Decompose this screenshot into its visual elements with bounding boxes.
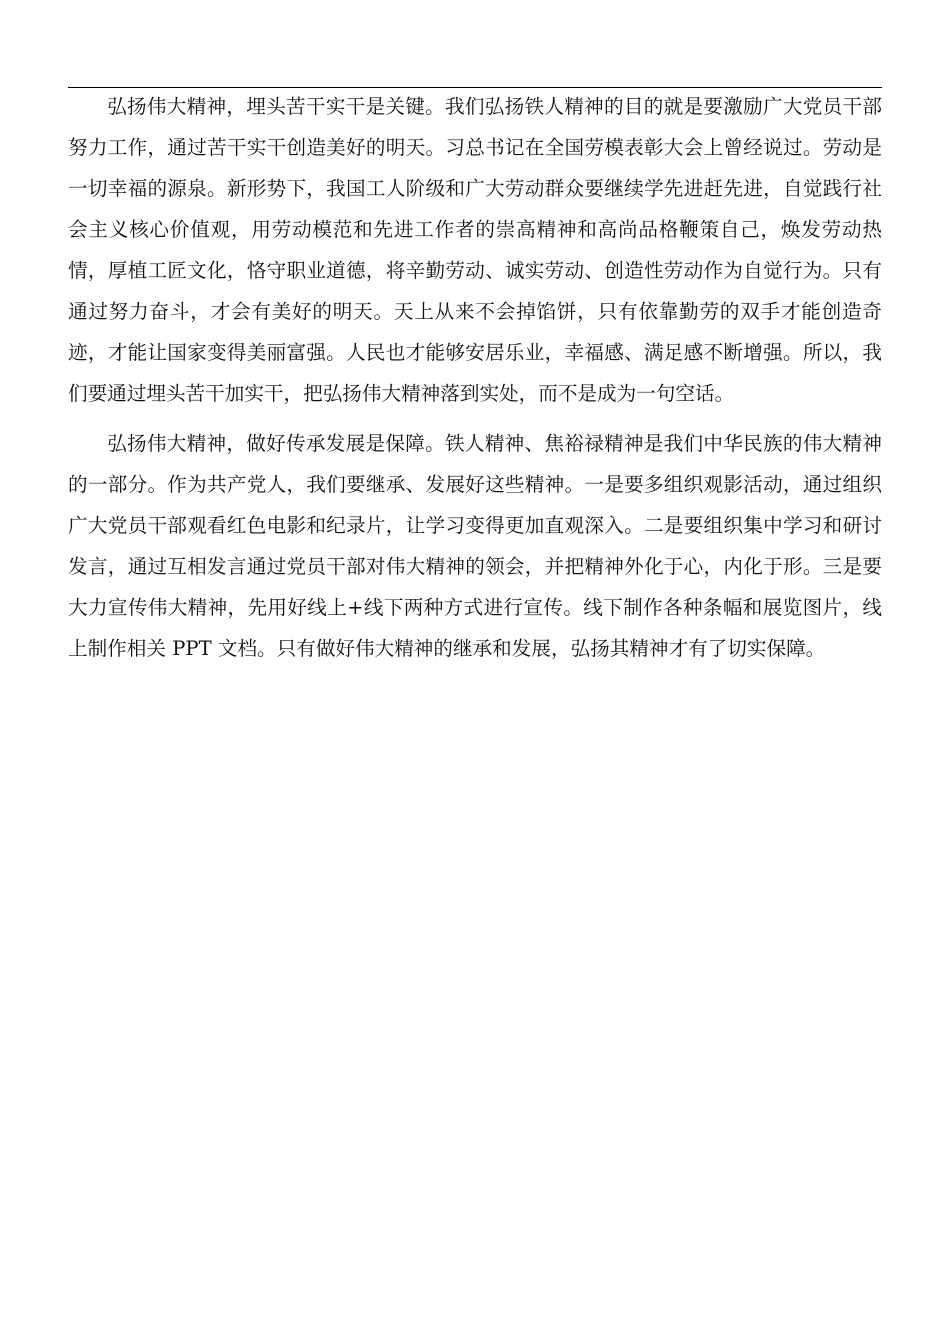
paragraph-2: 弘扬伟大精神，做好传承发展是保障。铁人精神、焦裕禄精神是我们中华民族的伟大精神的一部分。作为共产党人，我们要继承、发展好这些精神。一是要多组织观影活动，通过组织广大党员干部观看红色电影和纪录片，让学习变得更加直观深入。二是要组织集中学习和研讨发言，通过互相发言通过党员干部对伟大精神的领会，并把精神外化于心，内化于形。三是要大力宣传伟大精神，先用好线上+线下两种方式进行宣传。线下制作各种条幅和展览图片，线上制作相关 PPT 文档。只有做好伟大精神的继承和发展，弘扬其精神才有了切实保障。 [68, 432, 882, 660]
paragraph-1: 弘扬伟大精神，埋头苦干实干是关键。我们弘扬铁人精神的目的就是要激励广大党员干部努力工作，通过苦干实干创造美好的明天。习总书记在全国劳模表彰大会上曾经说过。劳动是一切幸福的源泉。新形势下，我国工人阶级和广大劳动群众要继续学先进赶先进，自觉践行社会主义核心价值观，用劳动模范和先进工作者的崇高精神和高尚品格鞭策自己，焕发劳动热情，厚植工匠文化，恪守职业道德，将辛勤劳动、诚实劳动、创造性劳动作为自觉行为。只有通过努力奋斗，才会有美好的明天。天上从来不会掉馅饼，只有依靠勤劳的双手才能创造奇迹，才能让国家变得美丽富强。人民也才能够安居乐业，幸福感、满足感不断增强。所以，我们要通过埋头苦干加实干，把弘扬伟大精神落到实处，而不是成为一句空话。 [68, 95, 882, 405]
document-body [68, 86, 882, 669]
